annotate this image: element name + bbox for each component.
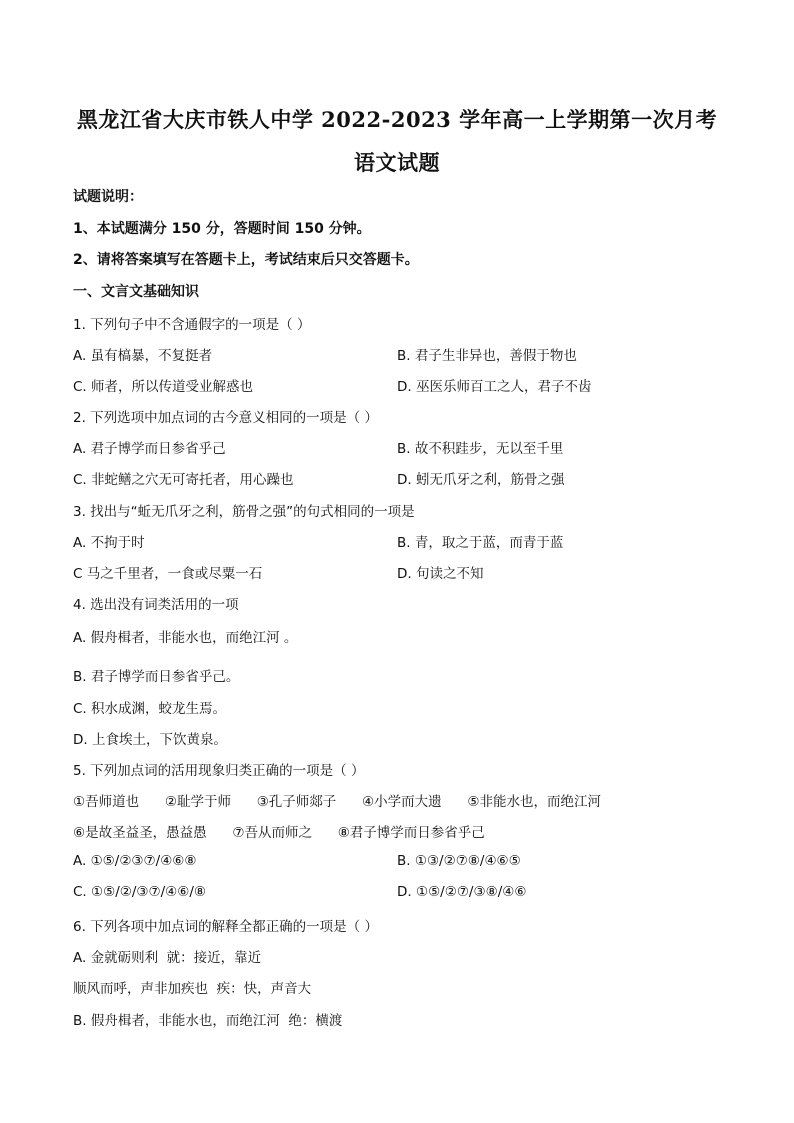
question-5-stem: 5. 下列加点词的活用现象归类正确的一项是（ ）	[73, 763, 365, 779]
question-3-option-c: C 马之千里者，一食或尽粟一石	[73, 566, 263, 582]
question-2-option-a: A. 君子博学而日参省乎己	[73, 441, 226, 457]
question-5-option-a: A. ①⑤/②③⑦/④⑥⑧	[73, 853, 197, 869]
question-6-line-2: 顺风而呼，声非加疾也 疾：快，声音大	[73, 981, 312, 997]
question-3-stem: 3. 找出与“蚯无爪牙之利，筋骨之强”的句式相同的一项是	[73, 504, 415, 520]
question-6-line-3: B. 假舟楫者，非能水也，而绝江河 绝：横渡	[73, 1013, 343, 1029]
question-2-option-b: B. 故不积跬步，无以至千里	[397, 441, 564, 457]
question-5-items-row-2: ⑥是故圣益圣，愚益愚 ⑦吾从而师之 ⑧君子博学而日参省乎己	[73, 825, 485, 841]
question-1-stem: 1. 下列句子中不含通假字的一项是（ ）	[73, 317, 311, 333]
question-4-option-a: A. 假舟楫者，非能水也，而绝江河 。	[73, 630, 298, 646]
question-4-option-b: B. 君子博学而日参省乎己。	[73, 669, 240, 685]
question-1-option-c: C. 师者，所以传道受业解惑也	[73, 379, 254, 395]
question-3-option-b: B. 青，取之于蓝，而青于蓝	[397, 535, 564, 551]
question-2-stem: 2. 下列选项中加点词的古今意义相同的一项是（ ）	[73, 410, 378, 426]
exam-title: 黑龙江省大庆市铁人中学 2022-2023 学年高一上学期第一次月考	[76, 107, 718, 132]
question-2-option-d: D. 蚓无爪牙之利，筋骨之强	[397, 472, 565, 488]
question-1-option-b: B. 君子生非异也，善假于物也	[397, 348, 577, 364]
question-6-stem: 6. 下列各项中加点词的解释全都正确的一项是（ ）	[73, 919, 378, 935]
question-3-option-a: A. 不拘于时	[73, 535, 145, 551]
question-1-option-a: A. 虽有槁暴，不复挺者	[73, 348, 213, 364]
question-6-line-1: A. 金就砺则利 就：接近，靠近	[73, 950, 262, 966]
question-2-option-c: C. 非蛇鳝之穴无可寄托者，用心躁也	[73, 472, 294, 488]
question-5-option-b: B. ①③/②⑦⑧/④⑥⑤	[397, 853, 521, 869]
question-4-stem: 4. 选出没有词类活用的一项	[73, 597, 239, 613]
question-1-option-d: D. 巫医乐师百工之人，君子不齿	[397, 379, 592, 395]
section-heading: 一、文言文基础知识	[73, 284, 199, 300]
instruction-item-1: 1、本试题满分 150 分，答题时间 150 分钟。	[73, 221, 371, 237]
question-4-option-d: D. 上食埃土，下饮黄泉。	[73, 732, 227, 748]
instruction-item-2: 2、请将答案填写在答题卡上，考试结束后只交答题卡。	[73, 252, 419, 268]
question-5-option-d: D. ①⑤/②⑦/③⑧/④⑥	[397, 884, 527, 900]
question-5-items-row-1: ①吾师道也 ②耻学于师 ③孔子师郯子 ④小学而大遗 ⑤非能水也，而绝江河	[73, 794, 602, 810]
instructions-label: 试题说明：	[73, 189, 143, 205]
question-5-option-c: C. ①⑤/②/③⑦/④⑥/⑧	[73, 884, 207, 900]
question-3-option-d: D. 句读之不知	[397, 566, 484, 582]
exam-subject: 语文试题	[354, 150, 440, 175]
question-4-option-c: C. 积水成渊，蛟龙生焉。	[73, 701, 227, 717]
